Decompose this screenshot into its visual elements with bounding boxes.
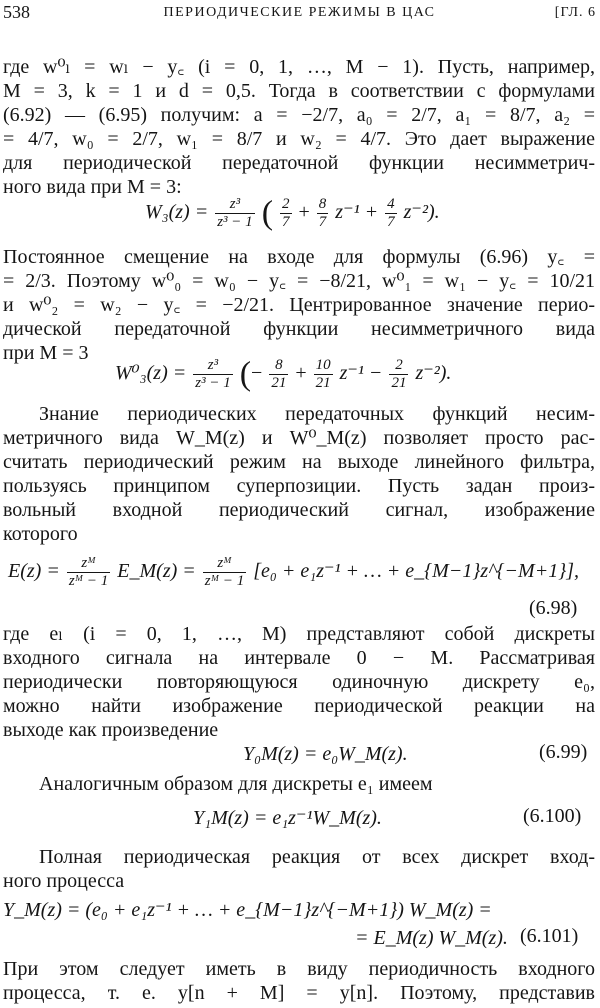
eq-term: E_M(z) =: [117, 560, 196, 583]
paragraph-4: [3, 622, 595, 742]
frac-den: zᴹ − 1: [204, 573, 245, 589]
eq-term: z⁻¹ −: [339, 362, 383, 385]
paragraph-3: [3, 402, 595, 546]
text-line: (6.92) — (6.95) получим: a = −2/7, a₀ = 2/7, a₁ = 8/7, a₂ =: [3, 104, 595, 126]
eq-term: z⁻¹ +: [335, 201, 379, 224]
frac-den: 7: [282, 214, 290, 230]
frac-den: 21: [271, 375, 287, 391]
text-line: = 4/7, w₀ = 2/7, w₁ = 8/7 и w₂ = 4/7. Это дает выражение: [3, 128, 595, 150]
frac-num: 4: [387, 196, 395, 212]
equation-6-98: [8, 555, 579, 590]
eq-term: z⁻²).: [403, 201, 440, 224]
paragraph-2: [3, 245, 595, 365]
frac-num: z³: [215, 196, 254, 214]
paragraph-5: [3, 772, 595, 796]
fraction: [314, 357, 333, 392]
frac-num: 10: [315, 357, 331, 373]
equation-w30: W⁰₃(z) = $\frac{\text{z³}}{\text{z³ − 1}}$ (− $\frac{8}{21}$ + $\frac{10}{21}$ z⁻¹ − $\frac{2}{21}$ z⁻²).: [115, 355, 452, 393]
fraction: [385, 196, 397, 231]
text-line: = 2/3. Поэтому w⁰₀ = w₀ − y꜀ = −8/21, w⁰₁ = w₁ − y꜀ = 10/21: [3, 270, 595, 292]
text-line: вольный входной периодический сигнал, изображение: [3, 499, 595, 521]
frac-num: 2: [282, 196, 290, 212]
text-line: выходе как произведение: [3, 719, 219, 741]
text-line: которого: [3, 523, 78, 545]
frac-den: z³ − 1: [195, 375, 231, 391]
fraction: [389, 357, 408, 392]
equation-w3: W₃(z) = $\frac{\text{z³}}{\text{z³ − 1}}$ ( $\frac{2}{7}$ + $\frac{8}{7}$ z⁻¹ + $\frac{4}{7}$ z⁻²).: [145, 194, 440, 232]
text-line: дической передаточной функции несимметричного вида: [3, 318, 595, 340]
chapter-label: [ГЛ. 6: [554, 5, 596, 20]
text-line: пользуясь принципом суперпозиции. Пусть задан произ-: [3, 475, 595, 497]
running-title: ПЕРИОДИЧЕСКИЕ РЕЖИМЫ В ЦАС: [163, 5, 436, 20]
text-line: и w⁰₂ = w₂ − y꜀ = −2/21. Центрированное значение перио-: [3, 294, 595, 316]
eq-lhs: W₃(z) =: [145, 201, 209, 224]
text-line: периодически повторяющуюся одиночную дискрету e₀,: [3, 671, 595, 693]
text-line: можно найти изображение периодической реакции на: [3, 695, 595, 717]
equation-6-99: Y₀M(z) = e₀W_M(z).: [243, 743, 408, 765]
text-line: при M = 3: [3, 342, 89, 364]
fraction: [269, 357, 288, 392]
text-line: входного сигнала на интервале 0 − M. Рассматривая: [3, 647, 595, 669]
eq-term: [e₀ + e₁z⁻¹ + … + e_{M−1}z^{−M+1}],: [253, 560, 579, 583]
text-line: для периодической передаточной функции несимметрич-: [3, 152, 595, 174]
frac-num: zᴹ: [203, 555, 246, 573]
frac-den: 21: [315, 375, 331, 391]
page-header: [3, 2, 596, 30]
fraction: [215, 196, 254, 231]
fraction: [67, 555, 110, 590]
frac-num: z³: [193, 357, 232, 375]
text-line: Полная периодическая реакция от всех дискрет вход-: [39, 846, 595, 868]
text-line: считать периодический режим на выходе линейного фильтра,: [3, 451, 595, 473]
frac-den: 21: [391, 375, 407, 391]
eq-lhs: W⁰₃(z) =: [115, 362, 187, 385]
text-line: процесса, т. е. y[n + M] = y[n]. Поэтому, представив: [3, 982, 595, 1004]
equation-number: (6.100): [523, 805, 582, 827]
frac-num: zᴹ: [67, 555, 110, 573]
frac-den: 7: [387, 214, 395, 230]
paragraph-1: [3, 55, 595, 199]
fraction: [280, 196, 292, 231]
text-line: Аналогичным образом для дискреты e₁ имеем: [39, 773, 433, 795]
frac-den: 7: [318, 214, 327, 230]
text-line: M = 3, k = 1 и d = 0,5. Тогда в соответствии с формулами: [3, 80, 595, 102]
fraction: [193, 357, 232, 392]
text-line: При этом следует иметь в виду периодичность входного: [3, 958, 595, 980]
frac-den: z³ − 1: [217, 214, 253, 230]
equation-6-100: Y₁M(z) = e₁z⁻¹W_M(z).: [193, 807, 382, 829]
text-line: где eₗ (i = 0, 1, …, M) представляют собой дискреты: [3, 623, 595, 645]
text-line: ного процесса: [3, 870, 125, 892]
equation-6-101-line1: Y_M(z) = (e₀ + e₁z⁻¹ + … + e_{M−1}z^{−M+1}) W_M(z) =: [3, 899, 492, 921]
text-line: где w⁰ₗ = wₗ − y꜀ (i = 0, 1, …, M − 1). Пусть, например,: [3, 56, 595, 78]
page-number: 538: [3, 2, 30, 22]
frac-den: zᴹ − 1: [68, 573, 109, 589]
frac-num: 8: [269, 357, 288, 375]
eq-term: z⁻²).: [415, 362, 452, 385]
text-line: метричного вида W_M(z) и W⁰_M(z) позволяет просто рас-: [3, 427, 595, 449]
text-line: Знание периодических передаточных функций несим-: [39, 403, 595, 425]
text-line: ного вида при M = 3:: [3, 176, 182, 198]
paragraph-7: [3, 957, 595, 1005]
fraction: [203, 555, 246, 590]
equation-number: (6.101): [520, 925, 579, 947]
equation-6-101-line2: = E_M(z) W_M(z).: [355, 927, 508, 949]
paragraph-6: [3, 845, 595, 893]
equation-number: (6.98): [529, 597, 578, 619]
fraction: [317, 196, 329, 231]
frac-num: 8: [318, 196, 327, 212]
frac-num: 2: [389, 357, 408, 375]
eq-lhs: E(z) =: [8, 560, 60, 583]
text-line: Постоянное смещение на входе для формулы (6.96) y꜀ =: [3, 246, 595, 268]
equation-number: (6.99): [539, 741, 588, 763]
